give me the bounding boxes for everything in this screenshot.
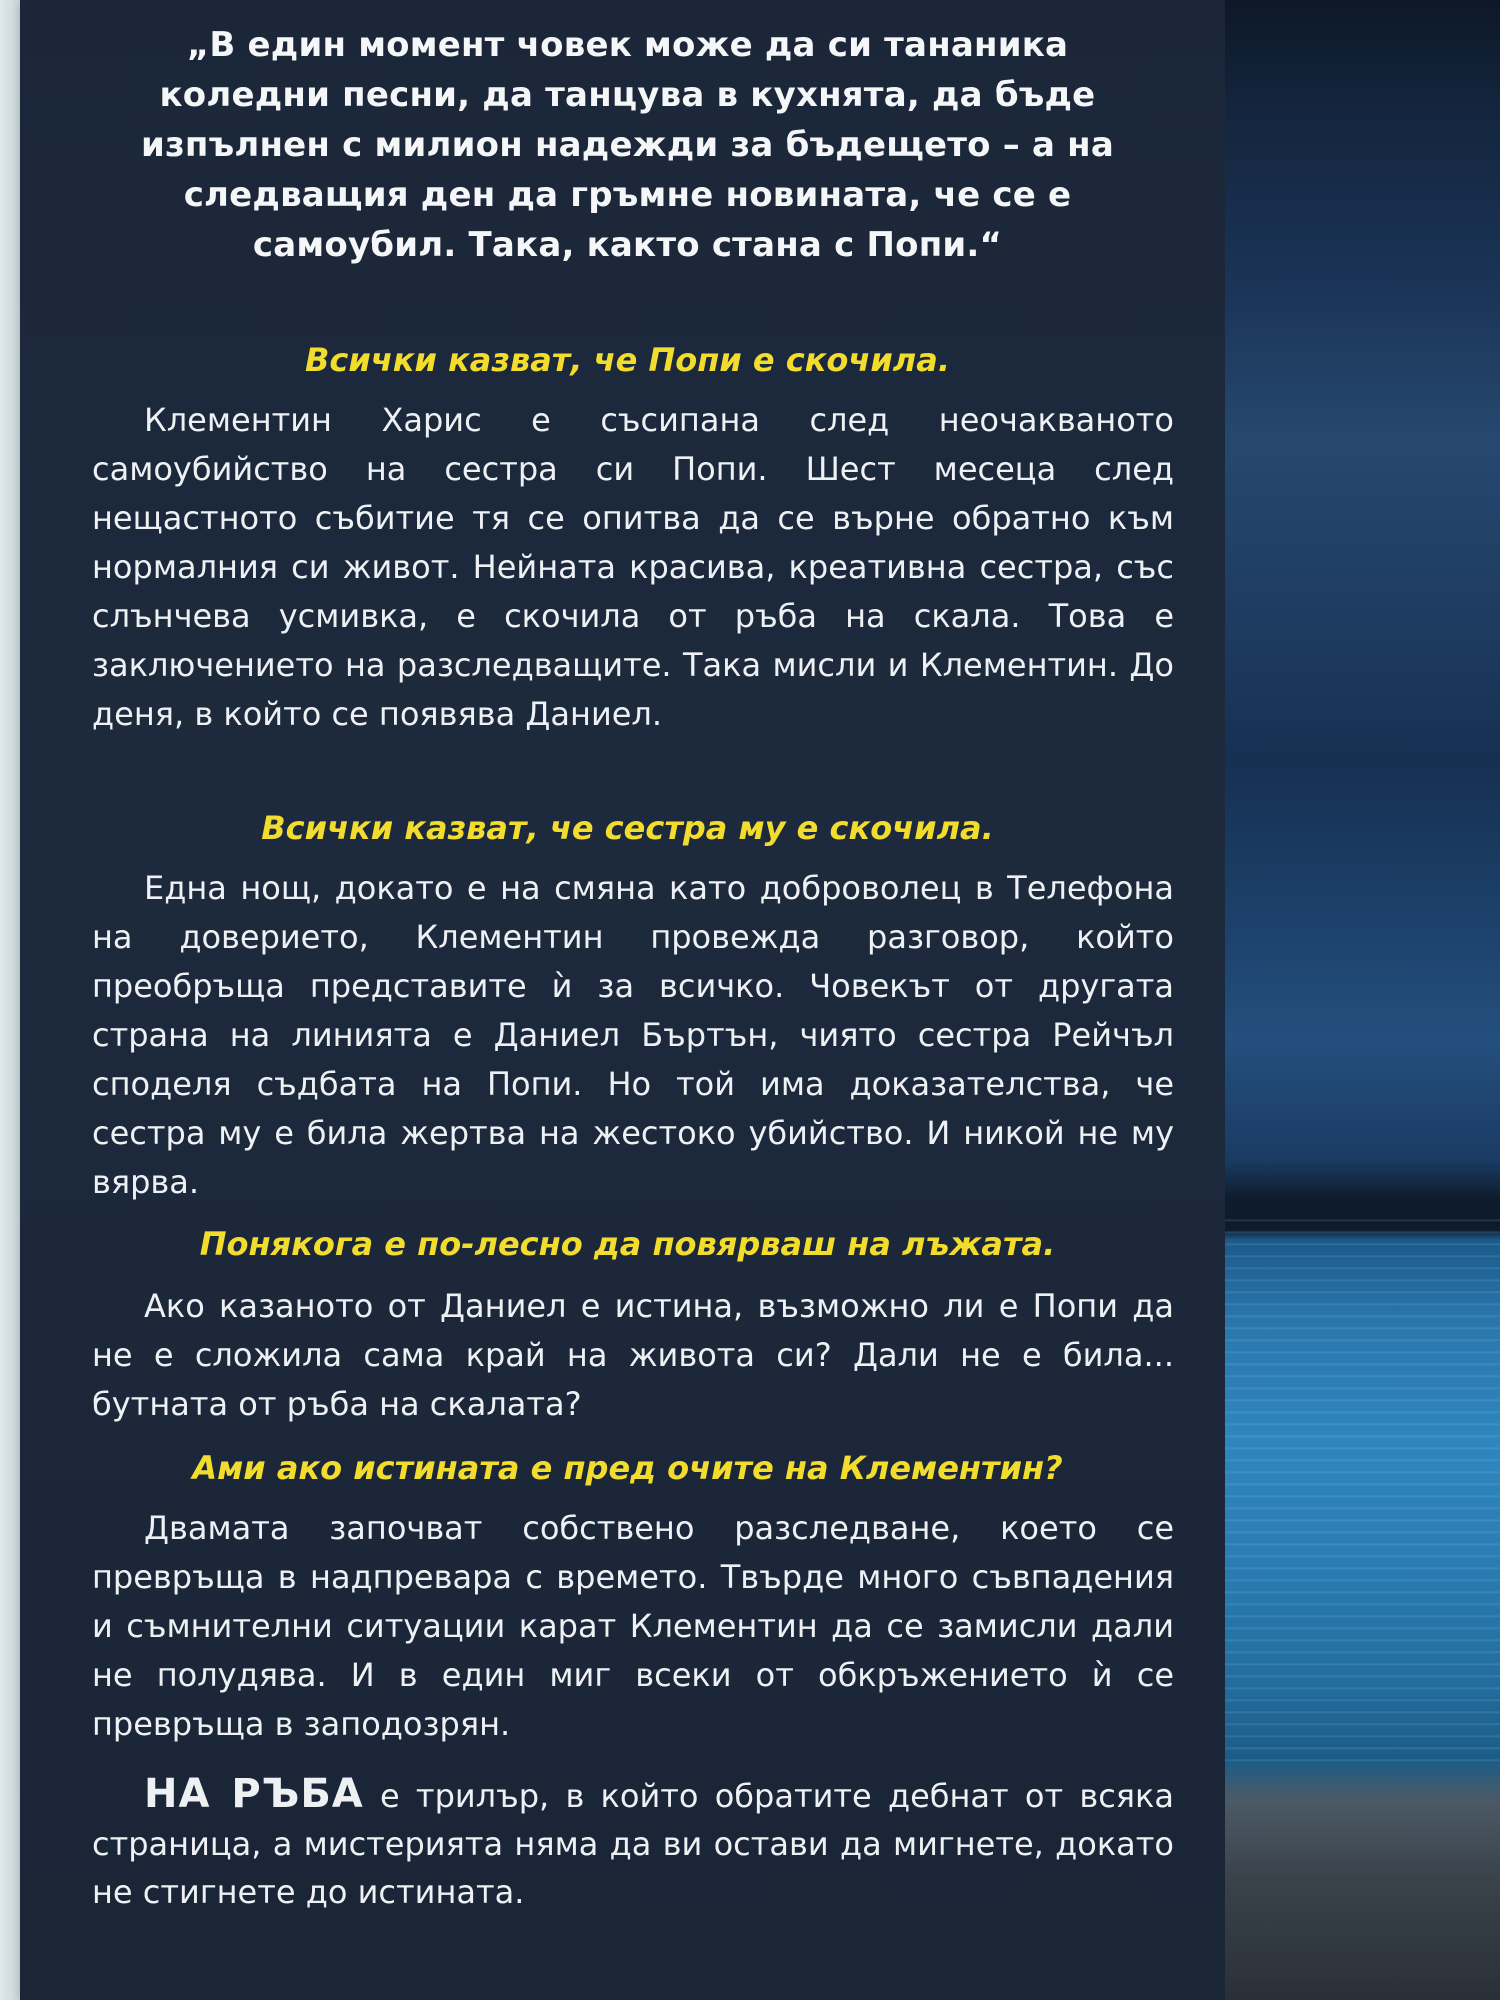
section-heading-3: Понякога е по-лесно да повярваш на лъжата. <box>199 1225 1056 1263</box>
section-text-1: Клементин Харис е съсипана след неочакваното самоубийство на сестра си Попи. Шест месеца след нещастното събитие тя се опитва да се върне обратно към нормалния си живот. Нейната красива, креативна сестра, със слънчева усмивка, е скочила от ръба на скала. Това е заключението на разследващите. Така мисли и Клементин. До деня, в който се появява Даниел. <box>92 401 1174 733</box>
section-heading-4: Ами ако истината е пред очите на Клементин? <box>192 1449 1063 1487</box>
section-text-4: Двамата започват собствено разследване, което се превръща в надпревара с времето. Твърде много съвпадения и съмнителни ситуации карат Клементин да се замисли дали не полудява. И в един миг всеки от обкръжението ѝ се превръща в заподозрян. <box>92 1509 1174 1743</box>
book-title: НА РЪБА <box>144 1771 364 1817</box>
opening-quote: „В един момент човек може да си тананика коледни песни, да танцува в кухнята, да бъде изпълнен с милион надежди за бъдещето – а на следващия ден да гръмне новината, че се е самоубил. Така, както стана с Попи.“ <box>140 25 1115 265</box>
closing-text: е трилър, в който обратите дебнат от всяка страница, а мистерията няма да ви остави да мигнете, докато не стигнете до истината. <box>92 1777 1174 1911</box>
section-text-2: Една нощ, докато е на смяна като доброволец в Телефона на доверието, Клементин провежда разговор, който преобръща представите ѝ за всичко. Човекът от другата страна на линията е Даниел Бъртън, чиято сестра Рейчъл споделя съдбата на Попи. Но той има доказателства, че сестра му е била жертва на жестоко убийство. И никой не му вярва. <box>92 869 1174 1201</box>
section-heading-1: Всички казват, че Попи е скочила. <box>305 341 950 379</box>
page-edge <box>0 0 22 2000</box>
section-text-3: Ако казаното от Даниел е истина, възможно ли е Попи да не е сложила сама край на живота си? Дали не е била... бутната от ръба на скалата? <box>92 1287 1174 1423</box>
section-heading-2: Всички казват, че сестра му е скочила. <box>261 809 994 847</box>
closing-blurb <box>92 1770 1174 1916</box>
sea-reflection <box>1225 1210 1500 1770</box>
